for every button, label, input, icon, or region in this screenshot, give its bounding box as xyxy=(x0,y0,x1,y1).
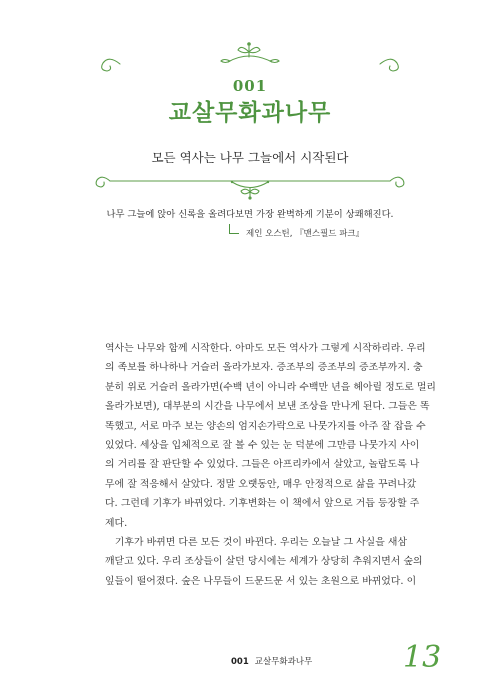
running-footer xyxy=(231,655,312,667)
body-line: 똑했고, 서로 마주 보는 양손의 엄지손가락으로 나뭇가지를 아주 잘 잡을 수 xyxy=(105,420,426,432)
body-line: 잎들이 떨어졌다. 숲은 나무들이 드문드문 서 있는 초원으로 바뀌었다. 이 xyxy=(105,575,417,587)
body-line: 분히 위로 거슬러 올라가면(수백 년이 아니라 수백만 년을 헤아릴 정도로 멀리 xyxy=(105,381,436,393)
attribution-corner-icon xyxy=(229,224,239,234)
body-line: 의 거리를 잘 판단할 수 있었다. 그들은 아프리카에서 살았고, 놀랍도록 나 xyxy=(105,459,420,471)
body-line: 기후가 바뀌면 다른 모든 것이 바뀐다. 우리는 오늘날 그 사실을 새삼 xyxy=(114,537,407,549)
body-line: 역사는 나무와 함께 시작한다. 아마도 모든 역사가 그렇게 시작하리라. 우리 xyxy=(105,343,426,354)
epigraph-quote: 나무 그늘에 앉아 신록을 올려다보면 가장 완벽하게 기분이 상쾌해진다. xyxy=(106,209,394,220)
chapter-number: 001 xyxy=(232,77,268,95)
running-footer-number: 001 xyxy=(231,657,249,667)
body-line: 깨닫고 있다. 우리 조상들이 살던 당시에는 세계가 상당히 추워지면서 숲의 xyxy=(105,556,423,568)
page-number: 13 xyxy=(403,640,442,675)
running-footer-title: 교살무화과나무 xyxy=(254,657,313,667)
body-line: 제다. xyxy=(105,517,128,529)
chapter-subtitle: 모든 역사는 나무 그늘에서 시작된다 xyxy=(151,150,349,165)
body-line: 무에 잘 적응해서 살았다. 정말 오랫동안, 매우 안정적으로 삶을 꾸려나갔 xyxy=(105,478,417,490)
body-line: 의 족보를 하나하나 거슬러 올라가보자. 증조부의 증조부의 증조부까지. 충 xyxy=(105,362,423,374)
body-line: 다. 그런데 기후가 바뀌었다. 기후변화는 이 책에서 앞으로 거듭 등장할 주 xyxy=(105,498,420,510)
body-line: 올라가보면), 대부분의 시간을 나무에서 보낸 조상을 만나게 된다. 그들은 똑 xyxy=(105,401,430,413)
body-line: 있었다. 세상을 입체적으로 잘 볼 수 있는 눈 덕분에 그만큼 나뭇가지 사이 xyxy=(105,440,420,452)
epigraph-attribution: 제인 오스틴, 『맨스필드 파크』 xyxy=(246,229,365,239)
body-text xyxy=(105,339,441,591)
chapter-title: 교살무화과나무 xyxy=(168,99,332,126)
